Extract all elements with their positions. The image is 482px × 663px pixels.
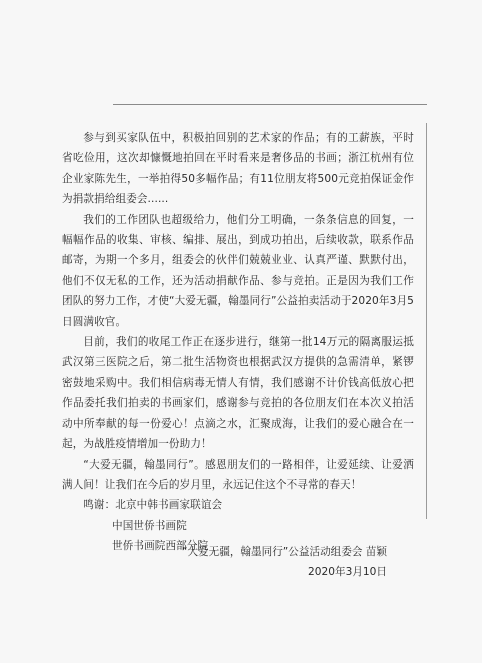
top-divider [113,104,427,105]
sponsor-org-2: 中国世侨书画院 [112,519,187,532]
acknowledgement-label: 鸣谢： [83,499,116,512]
letter-body [62,128,414,557]
sponsor-org-indent [62,540,112,552]
acknowledgement-row-2 [62,516,414,536]
sponsor-org-indent [62,520,112,532]
paragraph-2: 我们的工作团队也超级给力，他们分工明确，一条条信息的回复，一幅幅作品的收集、审核、编排、展出，到成功拍出，后续收款，联系作品邮寄，为期一个多月，组委会的伙伴们兢兢业业、认真严谨、默默付出，他们不仅无私的工作，还为活动捐献作品、参与竞拍。正是因为我们工作团队的努力工作，才使“大爱无疆，翰墨同行”公益拍卖活动于2020年3月5日圆满收官。 [62,213,414,328]
signature-block [182,542,387,583]
right-border-line [426,123,427,519]
acknowledgement-row-1 [62,495,414,515]
sponsor-org-3: 世侨书画院西部分院 [112,540,209,553]
paragraph-4: “大爱无疆，翰墨同行”。感恩朋友们的一路相伴，让爱延续、让爱洒满人间！让我们在今后的岁月里，永远记住这个不寻常的春天！ [62,458,414,491]
signature-committee: “大爱无疆，翰墨同行”公益活动组委会 苗颖 [181,546,387,558]
paragraph-1: 参与到买家队伍中，积极拍回别的艺术家的作品；有的工薪族，平时省吃俭用，这次却慷慨地拍回在平时看来是奢侈品的书画；浙江杭州有位企业家陈先生，一举拍得50多幅作品；有11位朋友将500元竞拍保证金作为捐款捐给组委会...... [62,132,414,206]
signature-date: 2020年3月10日 [308,566,387,579]
paragraph-3: 目前，我们的收尾工作正在逐步进行，继第一批14万元的隔离服运抵武汉第三医院之后，第二批生活物资也根据武汉方提供的急需清单，紧锣密鼓地采购中。我们相信病毒无情人有情，我们感谢不计价钱高低放心把作品委托我们拍卖的书画家们，感谢参与竞拍的各位朋友们在本次义拍活动中所奉献的每一份爱心！点滴之水，汇聚成海，让我们的爱心融合在一起，为战胜疫情增加一份助力！ [62,336,414,451]
sponsor-org-1: 北京中韩书画家联谊会 [115,499,223,512]
